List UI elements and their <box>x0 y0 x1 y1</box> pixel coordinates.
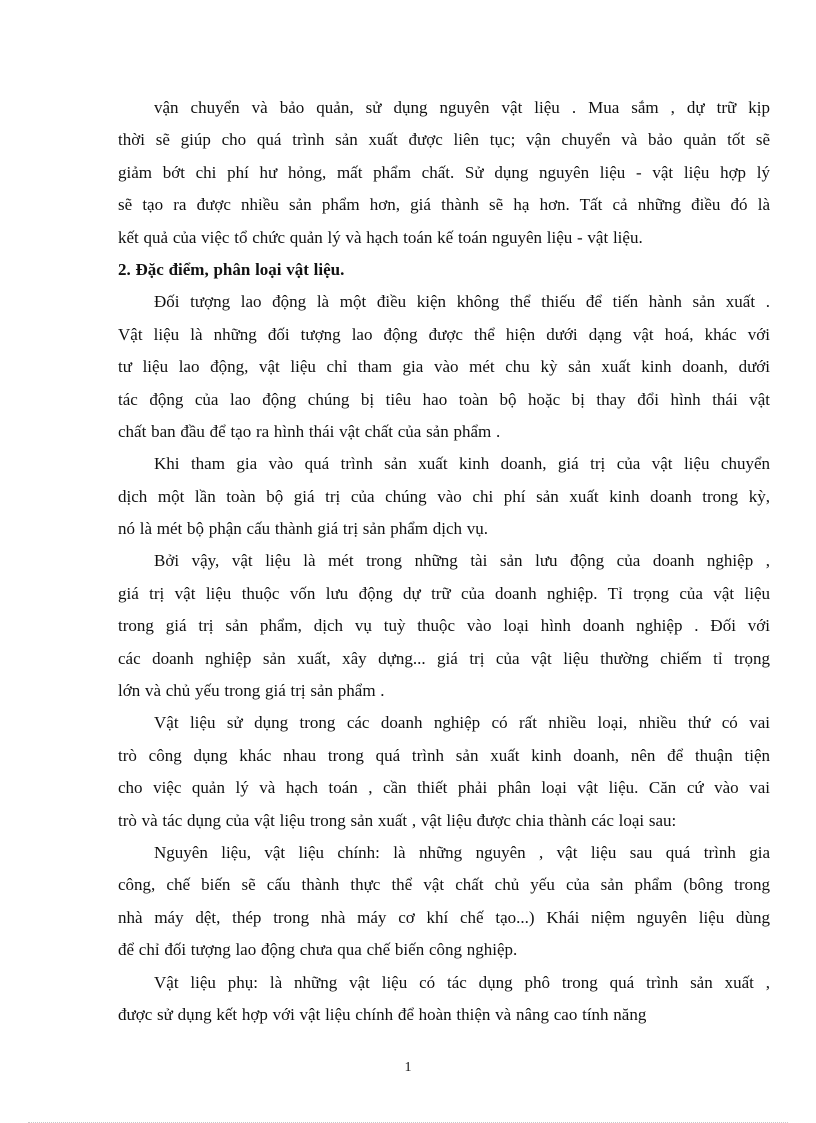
text-line: cho việc quản lý và hạch toán , cần thiết phải phân loại vật liệu. Căn cứ vào vai <box>118 778 770 798</box>
text-line: nhà máy dệt, thép trong nhà máy cơ khí chế tạo...) Khái niệm nguyên liệu dùng <box>118 907 770 927</box>
text-line: Khi tham gia vào quá trình sản xuất kinh doanh, giá trị của vật liệu chuyển <box>154 454 770 474</box>
text-line: trong giá trị sản phẩm, dịch vụ tuỳ thuộc vào loại hình doanh nghiệp . Đối với <box>118 616 770 636</box>
text-line: sẽ tạo ra được nhiều sản phẩm hơn, giá thành sẽ hạ hơn. Tất cả những điều đó là <box>118 195 770 215</box>
text-line: giảm bớt chi phí hư hỏng, mất phẩm chất. Sử dụng nguyên liệu - vật liệu hợp lý <box>118 162 770 182</box>
text-line: thời sẽ giúp cho quá trình sản xuất được liên tục; vận chuyển và bảo quản tốt sẽ <box>118 130 770 150</box>
page-number: 1 <box>404 1060 412 1075</box>
text-line: giá trị vật liệu thuộc vốn lưu động dự trữ của doanh nghiệp. Tỉ trọng của vật liệu <box>118 583 770 603</box>
text-line: trò và tác dụng của vật liệu trong sản xuất , vật liệu được chia thành các loại sau: <box>118 810 677 830</box>
text-line: các doanh nghiệp sản xuất, xây dựng... giá trị của vật liệu thường chiếm tỉ trọng <box>118 648 770 668</box>
text-line: tư liệu lao động, vật liệu chỉ tham gia vào mét chu kỳ sản xuất kinh doanh, dưới <box>118 357 770 377</box>
text-line: Vật liệu sử dụng trong các doanh nghiệp có rất nhiều loại, nhiều thứ có vai <box>154 713 770 733</box>
text-line: Bởi vậy, vật liệu là mét trong những tài sản lưu động của doanh nghiệp , <box>154 551 770 571</box>
text-line: công, chế biến sẽ cấu thành thực thể vật chất chủ yếu của sản phẩm (bông trong <box>118 875 770 895</box>
text-line: lớn và chủ yếu trong giá trị sản phẩm . <box>118 681 385 701</box>
text-line: vận chuyển và bảo quản, sử dụng nguyên vật liệu . Mua sắm , dự trữ kịp <box>154 98 770 117</box>
text-line: kết quả của việc tổ chức quản lý và hạch toán kế toán nguyên liệu - vật liệu. <box>118 227 643 247</box>
text-line: Vật liệu là những đối tượng lao động được thể hiện dưới dạng vật hoá, khác với <box>118 324 770 344</box>
section-heading: 2. Đặc điểm, phân loại vật liệu. <box>118 259 345 279</box>
text-line: được sử dụng kết hợp với vật liệu chính để hoàn thiện và nâng cao tính năng <box>118 1004 647 1024</box>
text-line: Đối tượng lao động là một điều kiện không thể thiếu để tiến hành sản xuất . <box>154 292 770 312</box>
document-body <box>118 92 770 1031</box>
text-line: dịch một lần toàn bộ giá trị của chúng vào chi phí sản xuất kinh doanh trong kỳ, <box>118 486 770 506</box>
text-line: tác động của lao động chúng bị tiêu hao toàn bộ hoặc bị thay đổi hình thái vật <box>118 389 770 409</box>
text-line: Nguyên liệu, vật liệu chính: là những nguyên , vật liệu sau quá trình gia <box>154 842 770 862</box>
text-line: trò công dụng khác nhau trong quá trình sản xuất kinh doanh, nên để thuận tiện <box>118 745 770 765</box>
text-line: chất ban đầu để tạo ra hình thái vật chất của sản phẩm . <box>118 421 501 441</box>
text-line: nó là mét bộ phận cấu thành giá trị sản phẩm dịch vụ. <box>118 519 488 539</box>
text-line: để chỉ đối tượng lao động chưa qua chế biến công nghiệp. <box>118 940 518 960</box>
text-line: Vật liệu phụ: là những vật liệu có tác dụng phô trong quá trình sản xuất , <box>154 972 770 992</box>
